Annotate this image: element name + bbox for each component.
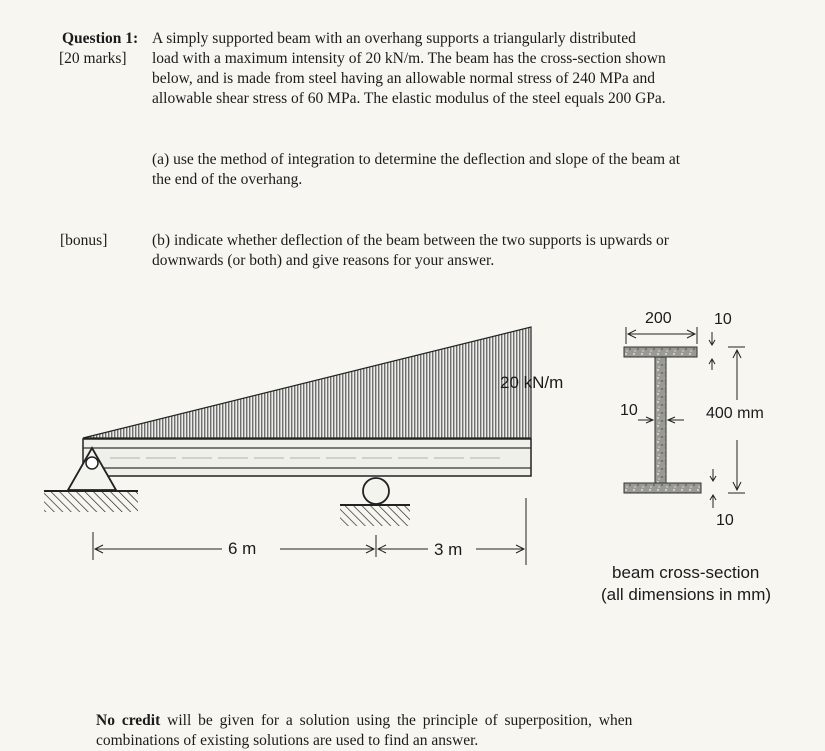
- part-b-line-2: downwards (or both) and give reasons for your answer.: [152, 252, 495, 269]
- question-line-2: load with a maximum intensity of 20 kN/m. The beam has the cross-section shown: [152, 50, 666, 67]
- distributed-load: [83, 327, 531, 438]
- question-line-4: allowable shear stress of 60 MPa. The elastic modulus of the steel equals 200 GPa.: [152, 90, 666, 107]
- cross-section-caption: beam cross-section: [612, 563, 760, 582]
- bottom-flange-thickness-label: 10: [716, 512, 734, 529]
- part-a-line-2: the end of the overhang.: [152, 171, 303, 188]
- cross-section-units-caption: (all dimensions in mm): [601, 585, 772, 604]
- top-flange-thickness-label: 10: [714, 311, 732, 328]
- flange-width-label: 200: [645, 310, 672, 327]
- part-b-line-1: (b) indicate whether deflection of the beam between the two supports is upwards or: [152, 232, 669, 249]
- question-label: Question 1:: [62, 30, 139, 47]
- roller-support: [340, 478, 410, 526]
- beam: [83, 439, 531, 476]
- no-credit-note-line-2: combinations of existing solutions are used to find an answer.: [96, 732, 479, 749]
- question-line-3: below, and is made from steel having an allowable normal stress of 240 MPa and: [152, 70, 656, 87]
- no-credit-note-line-1: No credit will be given for a solution using the principle of superposition, when: [96, 712, 633, 729]
- section-depth-label: 400 mm: [706, 405, 764, 422]
- bonus-tag: [bonus]: [60, 232, 108, 249]
- web-thickness-label: 10: [620, 402, 638, 419]
- load-intensity-label: 20 kN/m: [500, 373, 564, 392]
- span-length-label: 6 m: [228, 539, 257, 558]
- overhang-length-label: 3 m: [434, 540, 463, 559]
- part-a-line-1: (a) use the method of integration to determine the deflection and slope of the beam at: [152, 151, 681, 168]
- question-marks: [20 marks]: [59, 50, 127, 67]
- question-line-1: A simply supported beam with an overhang supports a triangularly distributed: [152, 30, 636, 47]
- i-beam-cross-section: [624, 347, 701, 493]
